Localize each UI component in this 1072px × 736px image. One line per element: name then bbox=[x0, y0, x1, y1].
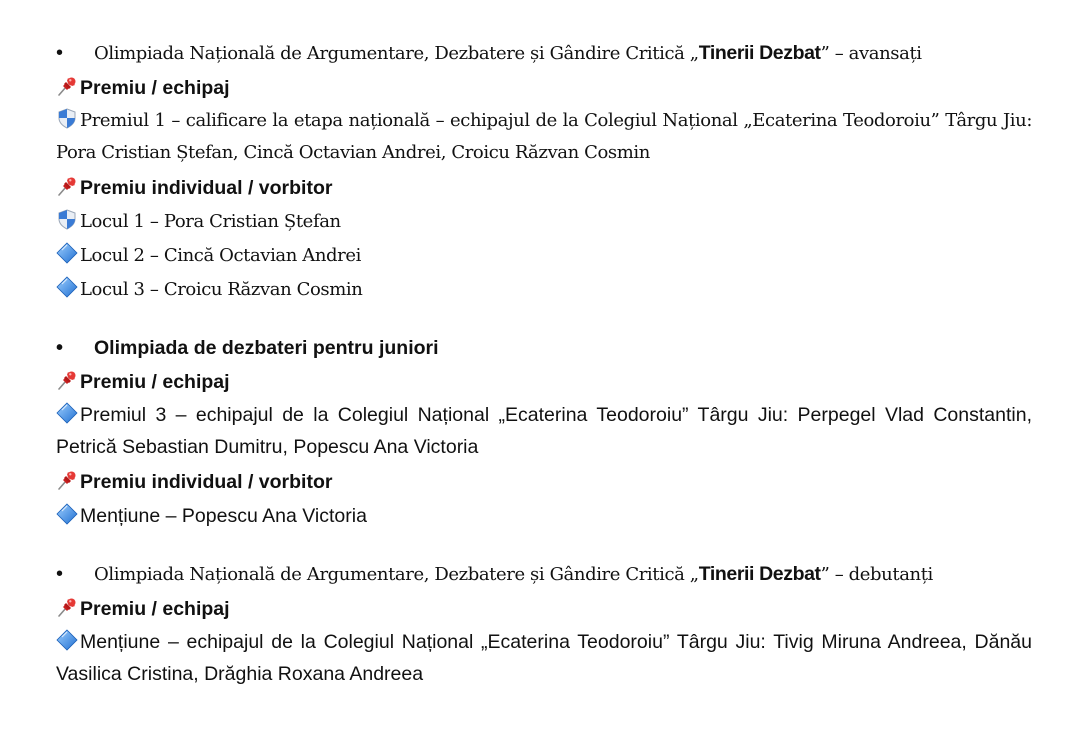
blue-diamond-icon bbox=[56, 276, 78, 298]
section-2-individual-entry bbox=[56, 499, 1032, 533]
blue-diamond-icon bbox=[56, 402, 78, 424]
blue-diamond-icon bbox=[56, 242, 78, 264]
team-label-text: Premiu / echipaj bbox=[80, 598, 230, 620]
individual-label-text: Premiu individual / vorbitor bbox=[80, 471, 333, 493]
individual-entry-text: Locul 3 – Croicu Răzvan Cosmin bbox=[80, 279, 363, 300]
section-2-team-label bbox=[56, 365, 1032, 399]
section-1-team-entry bbox=[56, 105, 1032, 169]
section-2-team-entry bbox=[56, 399, 1032, 463]
blue-diamond-icon bbox=[56, 503, 78, 525]
team-entry-text: Premiul 1 – calificare la etapa națională – echipajul de la Colegiul Național „Ecaterina Teodoroiu” Târgu Jiu: Pora Cristian Ștefan, Cincă Octavian Andrei, Croicu Răzvan Cosmin bbox=[56, 110, 1032, 163]
shield-icon bbox=[56, 208, 78, 230]
shield-icon bbox=[56, 107, 78, 129]
pushpin-icon bbox=[56, 175, 78, 197]
individual-entry-text: Mențiune – Popescu Ana Victoria bbox=[80, 505, 367, 527]
individual-entry-text: Locul 1 – Pora Cristian Ștefan bbox=[80, 211, 341, 232]
heading-prefix: Olimpiada Națională de Argumentare, Dezbatere și Gândire Critică „ bbox=[94, 43, 699, 64]
section-2-individual-label bbox=[56, 465, 1032, 499]
individual-entry-text: Locul 2 – Cincă Octavian Andrei bbox=[80, 245, 361, 266]
team-entry-text: Premiul 3 – echipajul de la Colegiul Național „Ecaterina Teodoroiu” Târgu Jiu: Perpegel Vlad Constantin, Petrică Sebastian Dumitru, Popescu Ana Victoria bbox=[56, 404, 1032, 458]
section-1-individual-entry-3 bbox=[56, 273, 1032, 307]
heading-bold: Tinerii Dezbat bbox=[698, 563, 821, 585]
heading-suffix: ” – debutanți bbox=[820, 564, 933, 585]
blue-diamond-icon bbox=[56, 629, 78, 651]
section-1-team-label bbox=[56, 71, 1032, 105]
team-label-text: Premiu / echipaj bbox=[80, 371, 230, 393]
document-body bbox=[56, 36, 1032, 692]
bullet: • bbox=[56, 42, 63, 64]
heading-text: Olimpiada de dezbateri pentru juniori bbox=[94, 337, 439, 359]
team-label-text: Premiu / echipaj bbox=[80, 77, 230, 99]
bullet: • bbox=[56, 563, 63, 585]
section-1-individual-entry-2 bbox=[56, 239, 1032, 273]
bullet: • bbox=[56, 337, 64, 359]
pushpin-icon bbox=[56, 369, 78, 391]
pushpin-icon bbox=[56, 469, 78, 491]
pushpin-icon bbox=[56, 596, 78, 618]
pushpin-icon bbox=[56, 75, 78, 97]
section-1-heading bbox=[56, 36, 1032, 71]
section-3-team-label bbox=[56, 592, 1032, 626]
team-entry-text: Mențiune – echipajul de la Colegiul Național „Ecaterina Teodoroiu” Târgu Jiu: Tivig Miruna Andreea, Dănău Vasilica Cristina, Drăghia Roxana Andreea bbox=[56, 631, 1032, 685]
heading-prefix: Olimpiada Națională de Argumentare, Dezbatere și Gândire Critică „ bbox=[94, 564, 699, 585]
section-1-individual-entry-1 bbox=[56, 205, 1032, 239]
heading-suffix: ” – avansați bbox=[820, 43, 922, 64]
section-1-individual-label bbox=[56, 171, 1032, 205]
heading-bold: Tinerii Dezbat bbox=[698, 42, 821, 64]
section-2-heading bbox=[56, 331, 1032, 365]
individual-label-text: Premiu individual / vorbitor bbox=[80, 177, 333, 199]
section-3-team-entry bbox=[56, 626, 1032, 690]
section-3-heading bbox=[56, 557, 1032, 592]
